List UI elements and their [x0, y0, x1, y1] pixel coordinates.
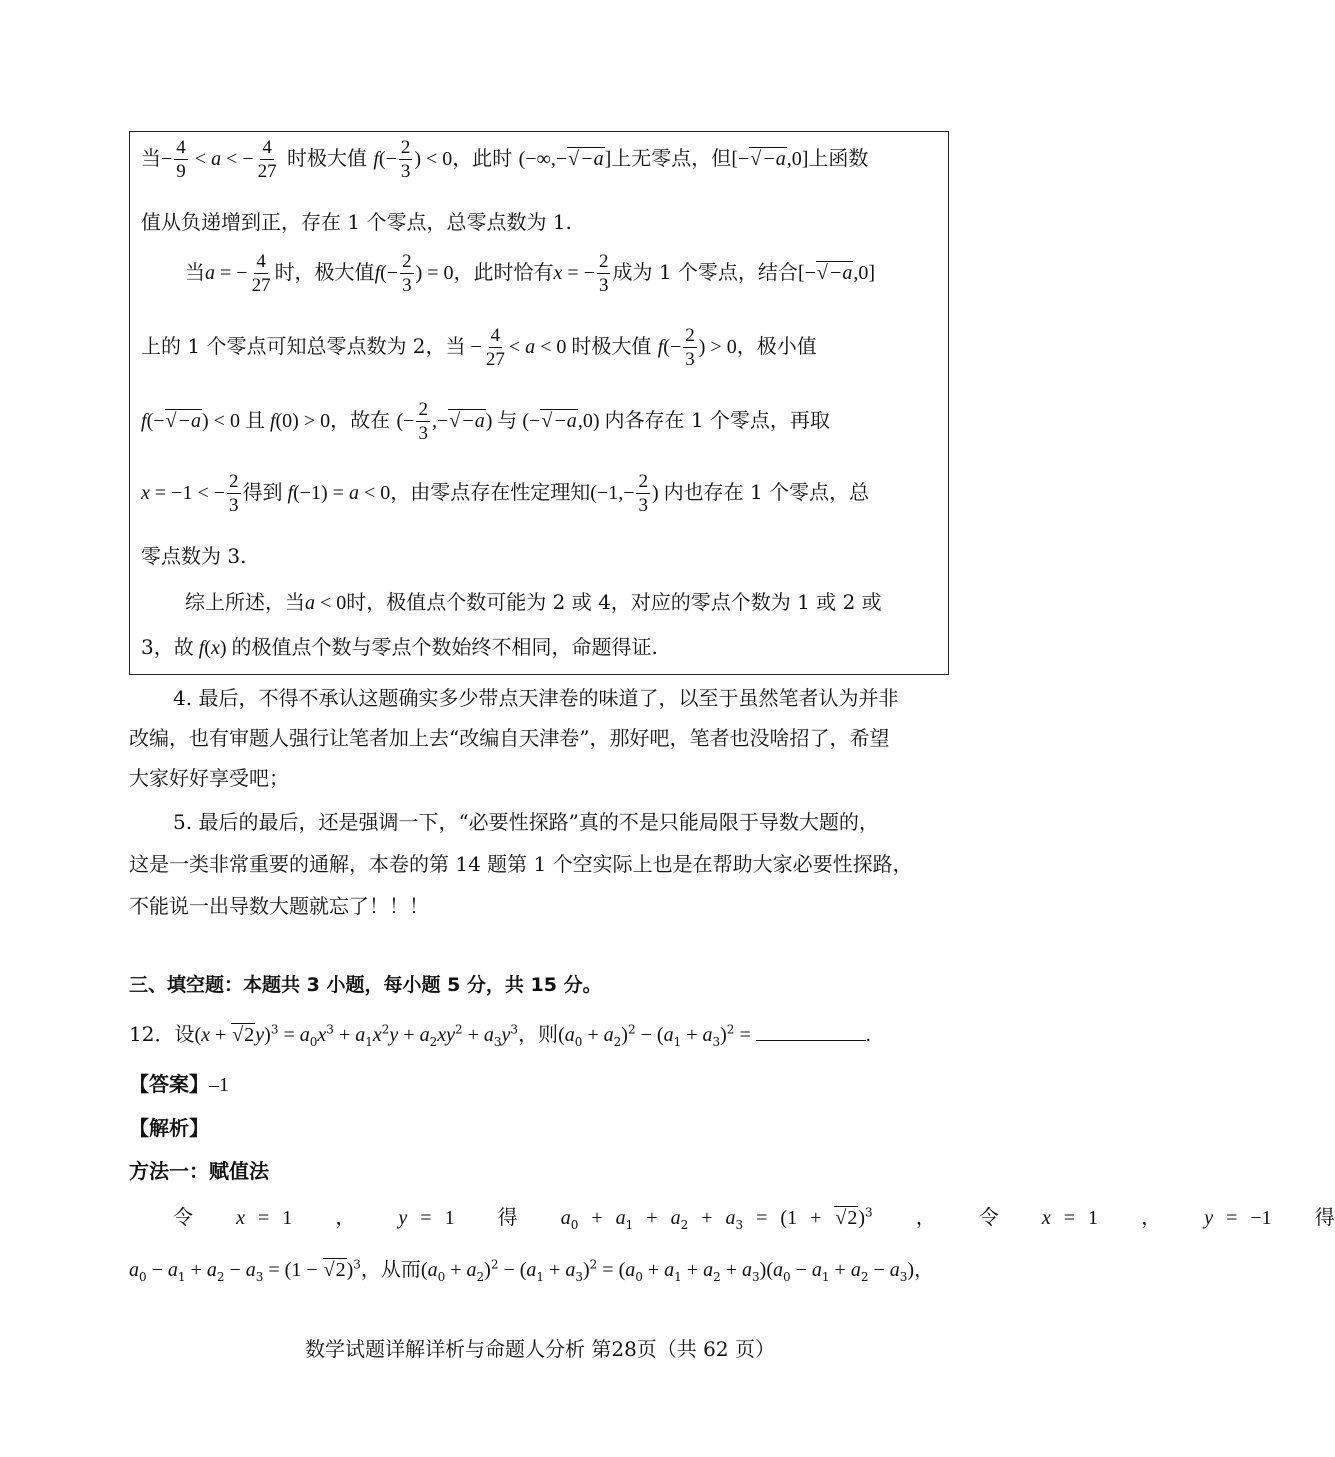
note-4-line-2: 改编，也有审题人强行让笔者加上去“改编自天津卷”，那好吧，笔者也没啥招了，希望 — [129, 726, 890, 750]
method-1-line-2: $a_0 - a_1 + a_2 - a_3 = (1$ − √ 2)$^3$，从而$(a_0 + a_2)^2 - (a_1 + a_3)^2 = (a_0 + a_1 + a_2 + a_3)(a_0 - a_1 + a_2 - a_3)$， — [129, 1253, 934, 1284]
box-line-8: 综上所述，当a < 0时，极值点个数可能为 2 或 4，对应的零点个数为 1 或 2 或 — [185, 590, 882, 614]
box-line-4: 上的 1 个零点可知总零点数为 2，当 − $\frac{4}{27}$ < a < 0 时极大值 f(− $\frac{2}{3}$ ) > 0，极小值 — [141, 325, 817, 370]
box-line-6: x = −1 < − $\frac{2}{3}$ 得到 f(−1) = a < 0，由零点存在性定理知(−1,− $\frac{2}{3}$ ) 内也存在 1 个零点，总 — [141, 471, 870, 516]
note-4-line-1: 4. 最后，不得不承认这题确实多少带点天津卷的味道了，以至于虽然笔者认为并非 — [173, 686, 899, 710]
answer-line — [129, 1068, 229, 1097]
question-12: 12．设(x + √ $2y)^3 = a_0x^3 + a_1x^2y + a_2xy^2 + a_3y^3$，则$(a_0 + a_2)^2 - (a_1 + a_3)^2$ = . — [129, 1018, 871, 1049]
answer-blank — [756, 1022, 866, 1041]
page-footer: 数学试题详解详析与命题人分析 第28页（共 62 页） — [305, 1337, 775, 1361]
box-line-5: f(−√ −a) < 0 且 f(0) > 0，故在 (− $\frac{2}{3}$ ,−√ −a) 与 (−√ −a,0) 内各存在 1 个零点，再取 — [141, 400, 830, 443]
box-line-3: 当a = − $\frac{4}{27}$ 时，极大值f(− $\frac{2}{3}$ ) = 0，此时恰有x = − $\frac{2}{3}$ 成为 1 个零点，结合[−√ −a,0] — [185, 252, 875, 295]
method-1-heading: 方法一：赋值法 — [129, 1159, 269, 1183]
box-line-7: 零点数为 3. — [141, 544, 247, 568]
note-5-line-1: 5. 最后的最后，还是强调一下，“必要性探路”真的不是只能局限于导数大题的， — [173, 810, 879, 834]
note-4-line-3: 大家好好享受吧； — [129, 766, 289, 790]
note-5-line-3: 不能说一出导数大题就忘了！！！ — [129, 894, 429, 918]
analysis-label: 【解析】 — [129, 1116, 209, 1140]
note-5-line-2: 这是一类非常重要的通解，本卷的第 14 题第 1 个空实际上也是在帮助大家必要性探路， — [129, 852, 913, 876]
answer-label: 【答案】 — [129, 1072, 209, 1096]
method-1-line-1: 令 x = 1 ， y = 1 得 $a_0 + a_1 + a_2 + a_3 = (1$ + √ 2)$^3$ ， 令 x = 1 ， y = −1 得 — [173, 1201, 1335, 1232]
answer-value: –1 — [209, 1074, 229, 1096]
section-heading: 三、填空题：本题共 3 小题，每小题 5 分，共 15 分。 — [129, 974, 602, 996]
box-line-9: 3，故 f(x) 的极值点个数与零点个数始终不相同，命题得证. — [141, 635, 658, 659]
box-line-2: 值从负递增到正，存在 1 个零点，总零点数为 1. — [141, 210, 572, 234]
box-line-1: 当− $\frac{4}{9}$ < a < − $\frac{4}{27}$ 时极大值 f(− $\frac{2}{3}$ ) < 0，此时 (−∞,−√ −a]上无零点，但[−√ −a,0]上函数 — [141, 138, 868, 181]
